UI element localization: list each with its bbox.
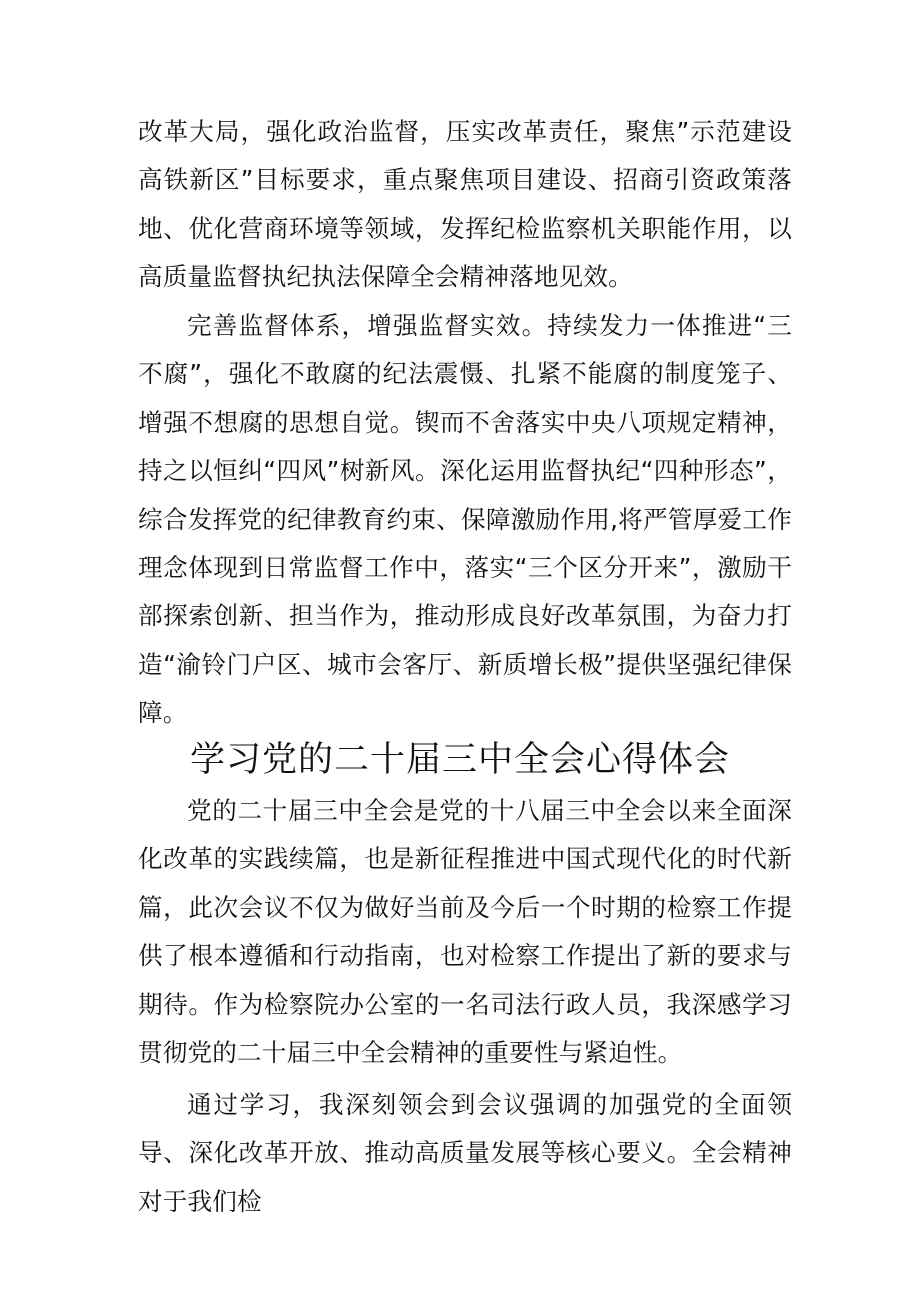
supervision-paragraph: 完善监督体系，增强监督实效。持续发力一体推进“三不腐”，强化不敢腐的纪法震慑、扎紧不能腐的制度笼子、增强不想腐的思想自觉。锲而不舍落实中央八项规定精神，持之以恒纠“四风”树新风。深化运用监督执纪“四种形态”，综合发挥党的纪律教育约束、保障激励作用,将严管厚爱工作理念体现到日常监督工作中，落实“三个区分开来”，激励干部探索创新、担当作为，推动形成良好改革氛围，为奋力打造“渝铃门户区、城市会客厅、新质增长极”提供坚强纪律保障。 xyxy=(138,311,792,728)
intro-paragraph: 党的二十届三中全会是党的十八届三中全会以来全面深化改革的实践续篇，也是新征程推进中国式现代化的时代新篇，此次会议不仅为做好当前及今后一个时期的检察工作提供了根本遵循和行动指南，也对检察工作提出了新的要求与期待。作为检察院办公室的一名司法行政人员，我深感学习贯彻党的二十届三中全会精神的重要性与紧迫性。 xyxy=(138,796,792,1068)
continued-paragraph: 改革大局，强化政治监督，压实改革责任，聚焦”示范建设高铁新区”目标要求，重点聚焦项目建设、招商引资政策落地、优化营商环境等领域，发挥纪检监察机关职能作用，以高质量监督执纪执法保障全会精神落地见效。 xyxy=(138,117,792,292)
study-paragraph: 通过学习，我深刻领会到会议强调的加强党的全面领导、深化改革开放、推动高质量发展等核心要义。全会精神对于我们检 xyxy=(138,1090,792,1216)
section-title: 学习党的二十届三中全会心得体会 xyxy=(189,740,730,780)
